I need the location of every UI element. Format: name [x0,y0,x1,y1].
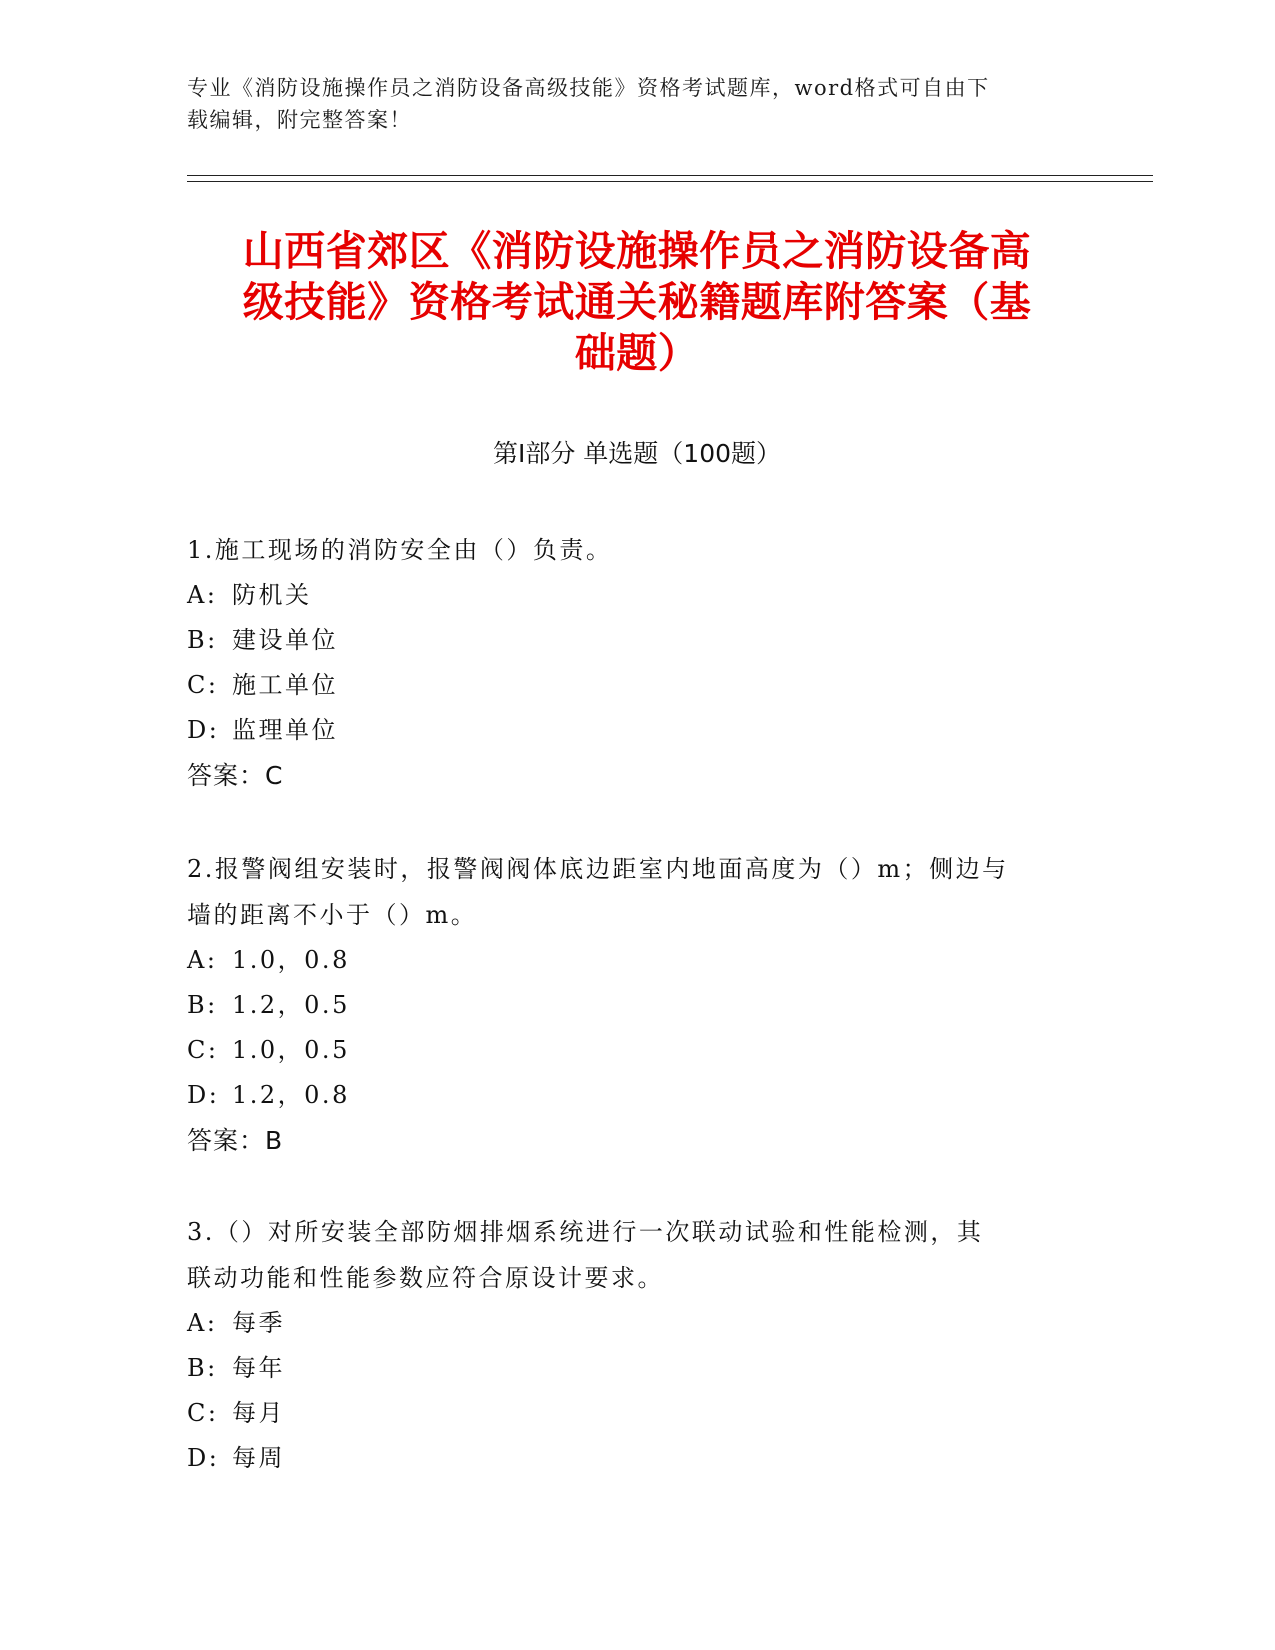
option-c [187,1028,1087,1073]
option-d [187,1436,1087,1481]
option-key: A: [187,1309,218,1337]
option-a [187,938,1087,983]
option-text: 1.0，0.5 [232,1036,350,1064]
option-a [187,1301,1087,1346]
option-key: C: [187,671,219,699]
header-note-line-2: 载编辑，附完整答案！ [187,108,412,132]
question-stem-line-2: 墙的距离不小于（）m。 [187,901,478,929]
option-key: B: [187,626,218,654]
document-title [187,226,1087,379]
answer: 答案：B [187,1126,284,1155]
option-key: D: [187,716,220,744]
option-text: 防机关 [232,581,312,609]
question-1 [187,527,1087,799]
option-c [187,663,1087,708]
option-text: 每年 [232,1354,285,1382]
question-3 [187,1209,1087,1481]
option-key: D: [187,1081,220,1109]
option-text: 施工单位 [232,671,338,699]
option-key: A: [187,946,218,974]
header-note-line-1: 专业《消防设施操作员之消防设备高级技能》资格考试题库，word格式可自由下 [187,76,990,100]
option-a [187,573,1087,618]
header-divider-top [187,175,1153,176]
question-stem-line-2: 联动功能和性能参数应符合原设计要求。 [187,1264,664,1292]
section-title: 第Ⅰ部分 单选题（100题） [492,439,782,468]
option-text: 建设单位 [232,626,338,654]
question-stem-line-1: 2.报警阀组安装时，报警阀阀体底边距室内地面高度为（）m；侧边与 [187,855,1009,883]
option-text: 每月 [232,1399,285,1427]
option-text: 每季 [232,1309,285,1337]
header-divider-bottom [187,181,1153,182]
option-key: C: [187,1036,219,1064]
option-b [187,983,1087,1028]
option-text: 1.2，0.5 [232,991,350,1019]
option-b [187,1346,1087,1391]
document-title-line-3: 础题） [574,329,700,377]
answer: 答案：C [187,761,284,790]
option-key: A: [187,581,218,609]
document-title-line-1: 山西省郊区《消防设施操作员之消防设备高 [242,227,1032,275]
option-key: B: [187,991,218,1019]
option-c [187,1391,1087,1436]
document-title-line-2: 级技能》资格考试通关秘籍题库附答案（基 [242,278,1032,326]
option-b [187,618,1087,663]
option-key: B: [187,1354,218,1382]
question-stem-line-1: 3.（）对所安装全部防烟排烟系统进行一次联动试验和性能检测，其 [187,1218,984,1246]
option-text: 1.0，0.8 [232,946,350,974]
question-stem: 1.施工现场的消防安全由（）负责。 [187,536,613,564]
option-text: 监理单位 [232,716,338,744]
option-key: C: [187,1399,219,1427]
option-text: 每周 [232,1444,285,1472]
option-text: 1.2，0.8 [232,1081,350,1109]
header-note [187,72,1067,136]
option-d [187,1073,1087,1118]
option-d [187,708,1087,753]
option-key: D: [187,1444,220,1472]
question-2 [187,846,1087,1164]
